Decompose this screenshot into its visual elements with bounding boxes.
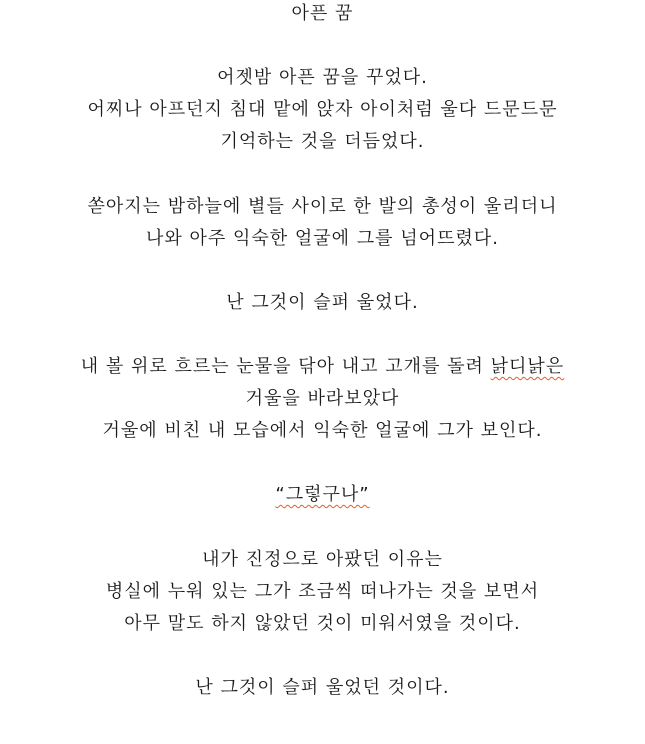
stanza1-line3: 기억하는 것을 더듬었다. — [220, 131, 425, 152]
poem-title: 아픈 꿈 — [291, 3, 354, 24]
stanza4-line3: 거울에 비친 내 모습에서 익숙한 얼굴에 그가 보인다. — [102, 420, 543, 441]
stanza2-line1: 쏟아지는 밤하늘에 별들 사이로 한 발의 총성이 울리더니 — [87, 196, 558, 217]
quote-line — [0, 484, 645, 506]
spellcheck-marked-word: 낡디낡은 — [490, 356, 565, 377]
stanza4-line1-text: 내 볼 위로 흐르는 눈물을 닦아 내고 고개를 돌려 — [80, 356, 491, 377]
stanza3-line1: 난 그것이 슬퍼 울었다. — [226, 292, 419, 313]
stanza4-line2: 거울을 바라보았다 — [245, 388, 400, 409]
stanza4-line1 — [0, 356, 645, 378]
stanza1-line2: 어찌나 아프던지 침대 맡에 앉자 아이처럼 울다 드문드문 — [87, 99, 558, 120]
stanza5-line2: 병실에 누워 있는 그가 조금씩 떠나가는 것을 보면서 — [105, 581, 540, 602]
stanza5-line1: 내가 진정으로 아팠던 이유는 — [202, 549, 443, 570]
stanza5-line3: 아무 말도 하지 않았던 것이 미워서였을 것이다. — [124, 613, 521, 634]
stanza1-line1: 어젯밤 아픈 꿈을 꾸었다. — [217, 67, 428, 88]
spellcheck-marked-quote: “그렇구나” — [275, 484, 370, 505]
stanza2-line2: 나와 아주 익숙한 얼굴에 그를 넘어뜨렸다. — [146, 228, 499, 249]
closing-line: 난 그것이 슬퍼 울었던 것이다. — [195, 677, 450, 698]
